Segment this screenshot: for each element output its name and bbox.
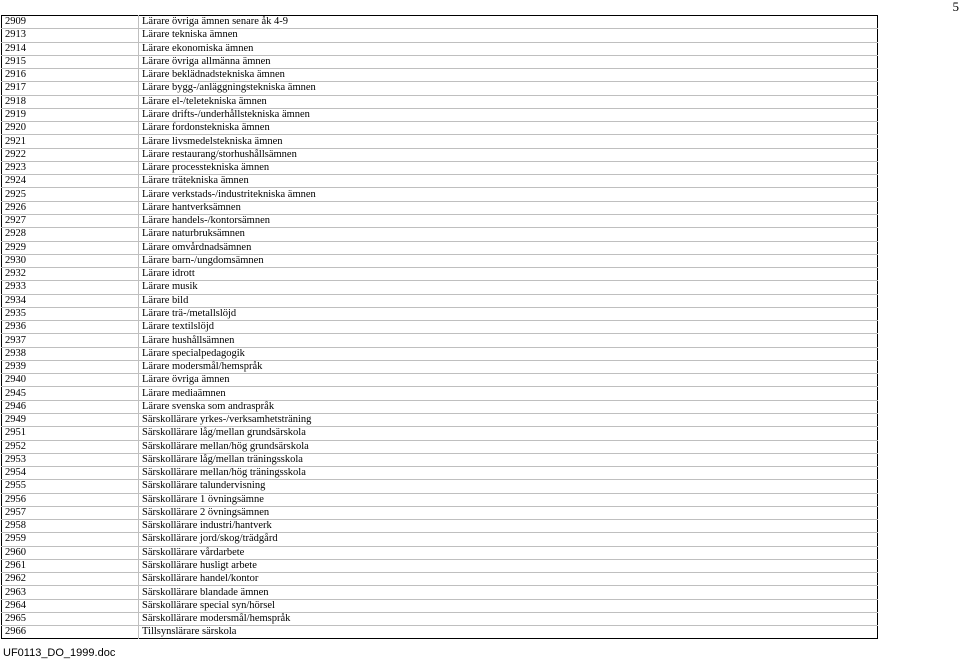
occupation-code-cell: 2956: [2, 493, 139, 506]
occupation-title-cell: Särskollärare yrkes-/verksamhetsträning: [139, 413, 878, 426]
table-row: [2, 228, 878, 241]
occupation-title-cell: Särskollärare modersmål/hemspråk: [139, 612, 878, 625]
occupation-title-cell: Lärare mediaämnen: [139, 387, 878, 400]
table-row: [2, 321, 878, 334]
occupation-title-cell: Lärare övriga ämnen senare åk 4-9: [139, 16, 878, 29]
occupation-code-cell: 2916: [2, 69, 139, 82]
occupation-title-cell: Lärare textilslöjd: [139, 321, 878, 334]
occupation-code-cell: 2928: [2, 228, 139, 241]
occupation-title-cell: Särskollärare vårdarbete: [139, 546, 878, 559]
occupation-title-cell: Särskollärare låg/mellan träningsskola: [139, 453, 878, 466]
occupation-code-cell: 2923: [2, 161, 139, 174]
occupation-code-cell: 2939: [2, 360, 139, 373]
occupation-title-cell: Lärare svenska som andraspråk: [139, 400, 878, 413]
occupation-title-cell: Lärare bild: [139, 294, 878, 307]
occupation-code-cell: 2914: [2, 42, 139, 55]
occupation-code-cell: 2960: [2, 546, 139, 559]
occupation-title-cell: Lärare trätekniska ämnen: [139, 175, 878, 188]
table-row: [2, 453, 878, 466]
table-row: [2, 201, 878, 214]
occupation-code-cell: 2954: [2, 467, 139, 480]
table-row: [2, 307, 878, 320]
table-row: [2, 69, 878, 82]
occupation-code-cell: 2933: [2, 281, 139, 294]
occupation-code-cell: 2913: [2, 29, 139, 42]
occupation-title-cell: Lärare restaurang/storhushållsämnen: [139, 148, 878, 161]
table-row: [2, 626, 878, 639]
table-row: [2, 188, 878, 201]
occupation-title-cell: Särskollärare talundervisning: [139, 480, 878, 493]
table-row: [2, 612, 878, 625]
occupation-code-cell: 2918: [2, 95, 139, 108]
occupation-title-cell: Särskollärare special syn/hörsel: [139, 599, 878, 612]
occupation-code-cell: 2920: [2, 122, 139, 135]
table-row: [2, 467, 878, 480]
occupation-code-cell: 2937: [2, 334, 139, 347]
table-row: [2, 506, 878, 519]
occupation-title-cell: Särskollärare mellan/hög grundsärskola: [139, 440, 878, 453]
table-body: [2, 16, 878, 639]
occupation-title-cell: Lärare handels-/kontorsämnen: [139, 214, 878, 227]
table-row: [2, 533, 878, 546]
table-row: [2, 559, 878, 572]
occupation-code-cell: 2927: [2, 214, 139, 227]
page-number: 5: [952, 0, 959, 14]
table-row: [2, 360, 878, 373]
table-row: [2, 254, 878, 267]
occupation-title-cell: Särskollärare 1 övningsämne: [139, 493, 878, 506]
table-row: [2, 82, 878, 95]
table-row: [2, 440, 878, 453]
table-row: [2, 586, 878, 599]
occupation-code-cell: 2966: [2, 626, 139, 639]
occupation-title-cell: Lärare barn-/ungdomsämnen: [139, 254, 878, 267]
occupation-title-cell: Lärare omvårdnadsämnen: [139, 241, 878, 254]
table-row: [2, 427, 878, 440]
occupation-code-cell: 2930: [2, 254, 139, 267]
occupation-code-cell: 2962: [2, 573, 139, 586]
table-row: [2, 493, 878, 506]
table-row: [2, 161, 878, 174]
table-row: [2, 281, 878, 294]
occupation-title-cell: Tillsynslärare särskola: [142, 626, 237, 638]
occupation-title-cell: Lärare ekonomiska ämnen: [139, 42, 878, 55]
table-row: [2, 16, 878, 29]
occupation-code-cell: 2915: [2, 55, 139, 68]
occupation-code-cell: 2934: [2, 294, 139, 307]
occupation-title-cell: Särskollärare handel/kontor: [139, 573, 878, 586]
occupation-title-cell: Lärare trä-/metallslöjd: [139, 307, 878, 320]
occupation-title-cell: Särskollärare mellan/hög träningsskola: [139, 467, 878, 480]
occupation-code-cell: 2951: [2, 427, 139, 440]
occupation-code-cell: 2921: [2, 135, 139, 148]
table-row: [2, 95, 878, 108]
occupation-code-cell: 2961: [2, 559, 139, 572]
table-row: [2, 29, 878, 42]
table-row: [2, 400, 878, 413]
table-row: [2, 599, 878, 612]
occupation-title-cell: Lärare musik: [139, 281, 878, 294]
occupation-code-cell: 2965: [2, 612, 139, 625]
occupation-title-cell: Lärare livsmedelstekniska ämnen: [139, 135, 878, 148]
occupation-code-cell: 2929: [2, 241, 139, 254]
occupation-title-cell: Lärare modersmål/hemspråk: [139, 360, 878, 373]
table-row: [2, 214, 878, 227]
occupation-code-cell: 2935: [2, 307, 139, 320]
occupation-code-cell: 2919: [2, 108, 139, 121]
occupation-code-cell: 2924: [2, 175, 139, 188]
occupation-code-cell: 2940: [2, 374, 139, 387]
occupation-title-cell: Lärare drifts-/underhållstekniska ämnen: [139, 108, 878, 121]
occupation-code-cell: 2957: [2, 506, 139, 519]
occupation-title-cell: Lärare hantverksämnen: [139, 201, 878, 214]
occupation-code-cell: 2963: [2, 586, 139, 599]
occupation-code-cell: 2953: [2, 453, 139, 466]
occupation-title-cell: Lärare verkstads-/industritekniska ämnen: [139, 188, 878, 201]
occupation-code-cell: 2938: [2, 347, 139, 360]
occupation-code-cell: 2949: [2, 413, 139, 426]
occupation-title-cell: Lärare naturbruksämnen: [139, 228, 878, 241]
occupation-code-cell: 2925: [2, 188, 139, 201]
table-row: [2, 108, 878, 121]
occupation-title-cell: Lärare tekniska ämnen: [139, 29, 878, 42]
occupation-title-cell: Särskollärare industri/hantverk: [139, 520, 878, 533]
occupation-title-cell: Särskollärare husligt arbete: [139, 559, 878, 572]
occupation-code-cell: 2926: [2, 201, 139, 214]
occupation-code-cell: 2955: [2, 480, 139, 493]
occupation-code-cell: 2932: [2, 268, 139, 281]
occupation-code-cell: 2922: [2, 148, 139, 161]
table-row: [2, 387, 878, 400]
occupation-title-cell: Särskollärare 2 övningsämnen: [139, 506, 878, 519]
occupation-code-cell: 2945: [2, 387, 139, 400]
occupation-code-cell: 2964: [2, 599, 139, 612]
occupation-title-cell: Lärare processtekniska ämnen: [139, 161, 878, 174]
footer-filename: UF0113_DO_1999.doc: [3, 647, 116, 659]
occupation-title-cell: Lärare fordonstekniska ämnen: [139, 122, 878, 135]
occupation-code-cell: 2959: [2, 533, 139, 546]
occupation-code-table: [1, 15, 878, 639]
occupation-code-cell: 2936: [2, 321, 139, 334]
occupation-title-cell: Lärare beklädnadstekniska ämnen: [139, 69, 878, 82]
occupation-code-cell: 2917: [2, 82, 139, 95]
table-row: [2, 175, 878, 188]
occupation-title-cell: Lärare specialpedagogik: [139, 347, 878, 360]
occupation-title-cell: Lärare el-/teletekniska ämnen: [139, 95, 878, 108]
table-row: [2, 55, 878, 68]
occupation-title-cell: Lärare bygg-/anläggningstekniska ämnen: [139, 82, 878, 95]
occupation-title-cell: Lärare hushållsämnen: [139, 334, 878, 347]
table-row: [2, 42, 878, 55]
table-row: [2, 294, 878, 307]
occupation-code-cell: 2946: [2, 400, 139, 413]
table-row: [2, 546, 878, 559]
occupation-title-cell: Lärare övriga allmänna ämnen: [139, 55, 878, 68]
occupation-code-cell: 2909: [2, 16, 139, 29]
table-row: [2, 334, 878, 347]
occupation-title-cell: Särskollärare blandade ämnen: [139, 586, 878, 599]
table-row: [2, 413, 878, 426]
table-row: [2, 573, 878, 586]
table-row: [2, 480, 878, 493]
table-row: [2, 148, 878, 161]
occupation-code-cell: 2952: [2, 440, 139, 453]
occupation-title-cell: Lärare övriga ämnen: [139, 374, 878, 387]
occupation-code-cell: 2958: [2, 520, 139, 533]
table-row: [2, 347, 878, 360]
table-row: [2, 268, 878, 281]
table-row: [2, 135, 878, 148]
table-row: [2, 520, 878, 533]
table-row: [2, 241, 878, 254]
table-row: [2, 374, 878, 387]
occupation-title-cell: Särskollärare låg/mellan grundsärskola: [139, 427, 878, 440]
table-row: [2, 122, 878, 135]
occupation-title-cell: Särskollärare jord/skog/trädgård: [139, 533, 878, 546]
occupation-title-cell: Lärare idrott: [139, 268, 878, 281]
